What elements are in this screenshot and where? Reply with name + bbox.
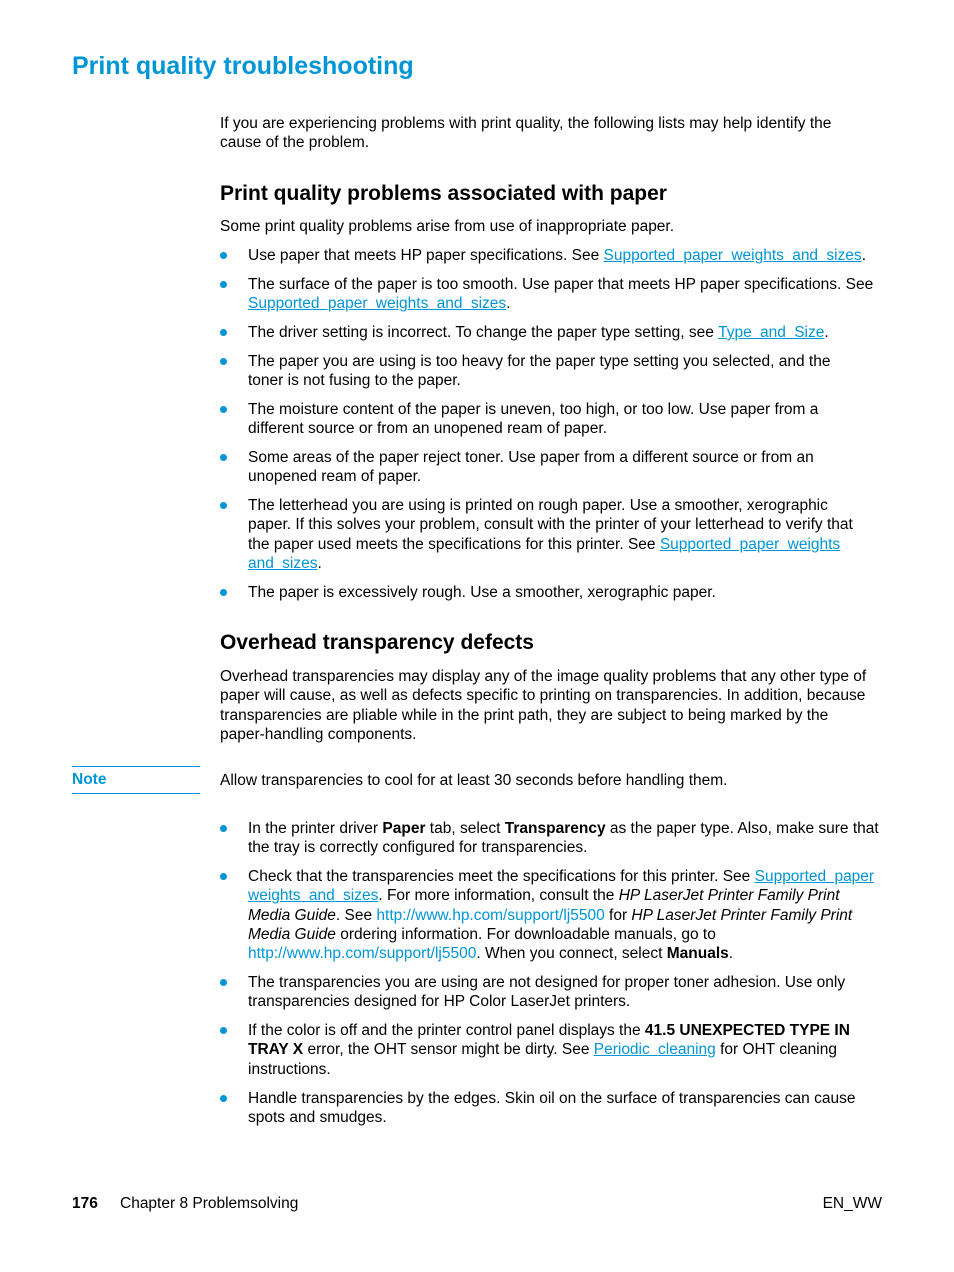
locale-label: EN_WW — [822, 1195, 882, 1212]
link-periodic-cleaning[interactable]: Periodic cleaning — [593, 1041, 716, 1059]
note-label-box — [72, 766, 200, 794]
section-heading-paper: Print quality problems associated with paper — [220, 182, 667, 205]
link-supported-paper[interactable]: Supported paper weights and sizes — [248, 868, 875, 905]
bullet-icon — [220, 1095, 227, 1102]
list-item: In the printer driver Paper tab, select Transparency as the paper type. Also, make sure that the tray is correctly configured for transparencies. — [220, 819, 884, 858]
page-title: Print quality troubleshooting — [72, 52, 414, 80]
page-number: 176 — [72, 1195, 98, 1212]
intro-paragraph: If you are experiencing problems with print quality, the following lists may help identify the cause of the problem. — [220, 115, 832, 152]
bullet-icon — [220, 358, 227, 365]
list-item: Use paper that meets HP paper specifications. See Supported paper weights and sizes. — [220, 246, 884, 265]
bullet-icon — [220, 454, 227, 461]
list-item: Handle transparencies by the edges. Skin oil on the surface of transparencies can cause spots and smudges. — [220, 1089, 860, 1128]
bullet-icon — [220, 329, 227, 336]
bullet-icon — [220, 281, 227, 288]
list-item: The paper you are using is too heavy for the paper type setting you selected, and the toner is not fusing to the paper. — [220, 352, 870, 391]
chapter-label: Chapter 8 Problemsolving — [120, 1195, 299, 1212]
list-item: The transparencies you are using are not designed for proper toner adhesion. Use only transparencies designed for HP Color LaserJet printers. — [220, 973, 884, 1012]
list-item: The moisture content of the paper is uneven, too high, or too low. Use paper from a different source or from an unopened ream of paper. — [220, 400, 860, 439]
paper-lead: Some print quality problems arise from use of inappropriate paper. — [220, 218, 675, 235]
bullet-icon — [220, 873, 227, 880]
bullet-icon — [220, 589, 227, 596]
section-heading-transparency: Overhead transparency defects — [220, 631, 534, 654]
list-item: Check that the transparencies meet the specifications for this printer. See Supported paper weights and sizes. For more information, consult the HP LaserJet Printer Family Print Media Guide. See http://www.hp.com/support/lj5500 for HP LaserJet Printer Family Print Media Guide ordering information. For downloadable manuals, go to http://www.hp.com/support/lj5500. When you connect, select Manuals. — [220, 867, 884, 963]
link-supported-paper[interactable]: Supported paper weights and sizes — [248, 295, 507, 313]
bullet-icon — [220, 979, 227, 986]
bullet-icon — [220, 1027, 227, 1034]
link-supported-paper[interactable]: Supported paper weights and sizes — [603, 247, 862, 264]
bullet-icon — [220, 502, 227, 509]
list-item: The paper is excessively rough. Use a smoother, xerographic paper. — [220, 583, 884, 602]
transparency-lead: Overhead transparencies may display any of the image quality problems that any other type of paper will cause, as well as defects specific to printing on transparencies. In addition, because transparencies are pliable while in the print path, they are subject to being marked by the paper-handling components. — [220, 668, 867, 743]
link-hp-support-url[interactable]: http://www.hp.com/support/lj5500 — [376, 906, 605, 924]
link-hp-support-url[interactable]: http://www.hp.com/support/lj5500 — [248, 945, 477, 963]
link-type-and-size[interactable]: Type and Size — [718, 324, 825, 341]
list-item: The letterhead you are using is printed on rough paper. Use a smoother, xerographic paper. If this solves your problem, consult with the printer of your letterhead to verify that the paper used meets the specifications for this printer. See Supported paper weights and sizes. — [220, 496, 860, 573]
list-item: The driver setting is incorrect. To change the paper type setting, see Type and Size. — [220, 323, 884, 342]
bullet-icon — [220, 252, 227, 259]
note-text: Allow transparencies to cool for at least 30 seconds before handling them. — [220, 772, 728, 789]
bullet-icon — [220, 825, 227, 832]
note-label: Note — [72, 771, 107, 788]
list-item: The surface of the paper is too smooth. Use paper that meets HP paper specifications. See Supported paper weights and sizes. — [220, 275, 880, 314]
link-supported-paper[interactable]: Supported paper weights and sizes — [248, 535, 841, 572]
list-item: Some areas of the paper reject toner. Use paper from a different source or from an unopened ream of paper. — [220, 448, 832, 487]
bullet-icon — [220, 406, 227, 413]
list-item: If the color is off and the printer control panel displays the 41.5 UNEXPECTED TYPE IN TRAY X error, the OHT sensor might be dirty. See Periodic cleaning for OHT cleaning instructions. — [220, 1021, 870, 1079]
